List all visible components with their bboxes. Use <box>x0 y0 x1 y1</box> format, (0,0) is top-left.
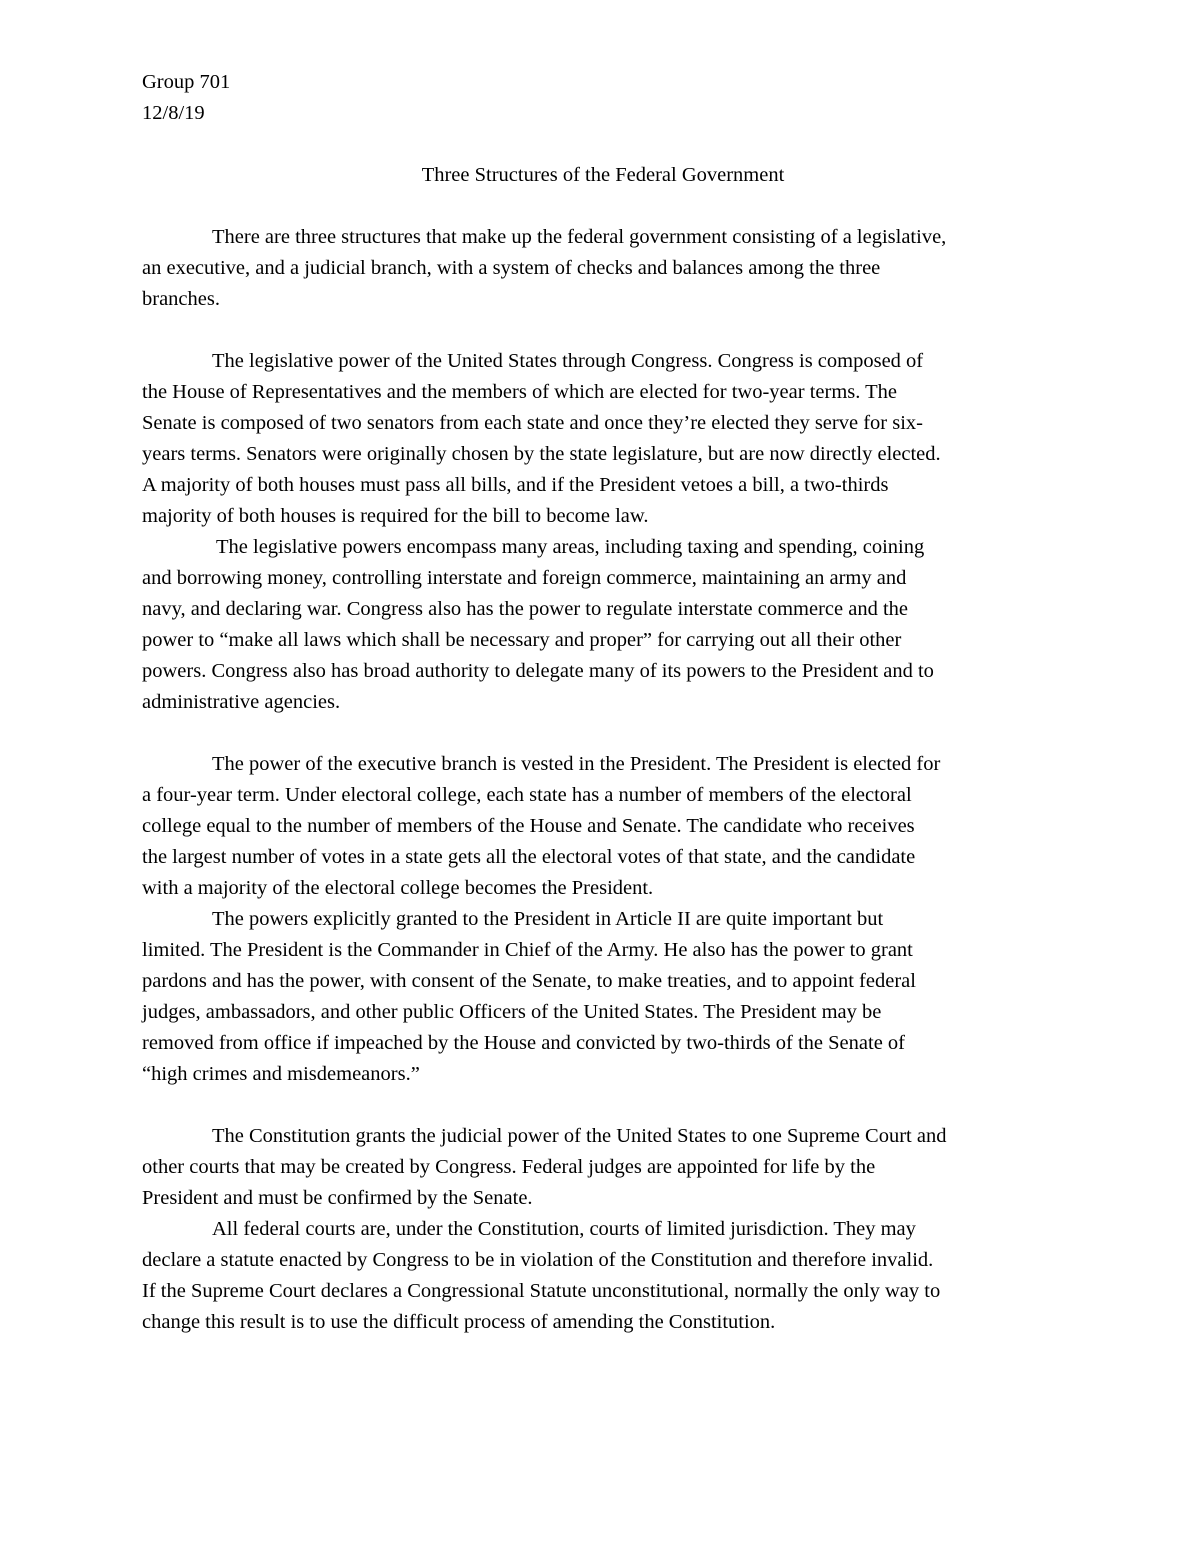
paragraph-line: The power of the executive branch is vested in the President. The President is elected for <box>212 753 941 775</box>
paragraph-line: Senate is composed of two senators from each state and once they’re elected they serve for six- <box>142 412 923 434</box>
spacer <box>142 315 1064 346</box>
paragraph-line: majority of both houses is required for the bill to become law. <box>142 505 649 527</box>
paragraph-line: declare a statute enacted by Congress to be in violation of the Constitution and therefore invalid. <box>142 1249 934 1271</box>
paragraph-line: college equal to the number of members of the House and Senate. The candidate who receives <box>142 815 915 837</box>
paragraph-line: “high crimes and misdemeanors.” <box>142 1063 420 1085</box>
spacer <box>142 1090 1064 1121</box>
paragraph-line: There are three structures that make up the federal government consisting of a legislative, <box>212 226 947 248</box>
paragraph-line: President and must be confirmed by the Senate. <box>142 1187 533 1209</box>
paragraph-line: The Constitution grants the judicial power of the United States to one Supreme Court and <box>212 1125 947 1147</box>
paragraph-line: powers. Congress also has broad authority to delegate many of its powers to the President and to <box>142 660 934 682</box>
paragraph-line: A majority of both houses must pass all bills, and if the President vetoes a bill, a two-thirds <box>142 474 889 496</box>
spacer <box>142 129 1064 160</box>
paragraph-judicial <box>142 1121 1064 1214</box>
paragraph-intro <box>142 222 1064 315</box>
paragraph-legislative-powers <box>142 532 1064 718</box>
paragraph-line: branches. <box>142 288 220 310</box>
paragraph-line: and borrowing money, controlling interstate and foreign commerce, maintaining an army and <box>142 567 907 589</box>
paragraph-executive-powers <box>142 904 1064 1090</box>
paragraph-line: removed from office if impeached by the House and convicted by two-thirds of the Senate of <box>142 1032 906 1054</box>
paragraph-line: If the Supreme Court declares a Congressional Statute unconstitutional, normally the only way to <box>142 1280 941 1302</box>
paragraph-line: change this result is to use the difficult process of amending the Constitution. <box>142 1311 776 1333</box>
paragraph-line: The legislative powers encompass many areas, including taxing and spending, coining <box>216 536 925 558</box>
spacer <box>142 191 1064 222</box>
paragraph-line: limited. The President is the Commander in Chief of the Army. He also has the power to grant <box>142 939 913 961</box>
paragraph-line: with a majority of the electoral college becomes the President. <box>142 877 654 899</box>
group-label: Group 701 <box>142 71 231 93</box>
paragraph-line: navy, and declaring war. Congress also has the power to regulate interstate commerce and the <box>142 598 909 620</box>
paragraph-executive <box>142 749 1064 904</box>
paragraph-line: the House of Representatives and the members of which are elected for two-year terms. The <box>142 381 897 403</box>
paragraph-line: other courts that may be created by Congress. Federal judges are appointed for life by the <box>142 1156 876 1178</box>
paragraph-line: years terms. Senators were originally chosen by the state legislature, but are now directly elected. <box>142 443 941 465</box>
paragraph-line: administrative agencies. <box>142 691 341 713</box>
paragraph-line: power to “make all laws which shall be necessary and proper” for carrying out all their other <box>142 629 902 651</box>
paragraph-federal-courts <box>142 1214 1064 1338</box>
paragraph-line: All federal courts are, under the Constitution, courts of limited jurisdiction. They may <box>212 1218 916 1240</box>
document-title: Three Structures of the Federal Government <box>421 164 785 186</box>
paragraph-line: The powers explicitly granted to the President in Article II are quite important but <box>212 908 884 930</box>
document-date: 12/8/19 <box>142 102 205 124</box>
paragraph-line: a four-year term. Under electoral college, each state has a number of members of the electoral <box>142 784 912 806</box>
paragraph-line: pardons and has the power, with consent of the Senate, to make treaties, and to appoint federal <box>142 970 916 992</box>
paragraph-line: an executive, and a judicial branch, with a system of checks and balances among the three <box>142 257 881 279</box>
paragraph-line: the largest number of votes in a state gets all the electoral votes of that state, and the candidate <box>142 846 916 868</box>
paragraph-legislative <box>142 346 1064 532</box>
document-body <box>142 67 1064 1338</box>
paragraph-line: judges, ambassadors, and other public Officers of the United States. The President may be <box>142 1001 882 1023</box>
spacer <box>142 718 1064 749</box>
paragraph-line: The legislative power of the United States through Congress. Congress is composed of <box>212 350 924 372</box>
